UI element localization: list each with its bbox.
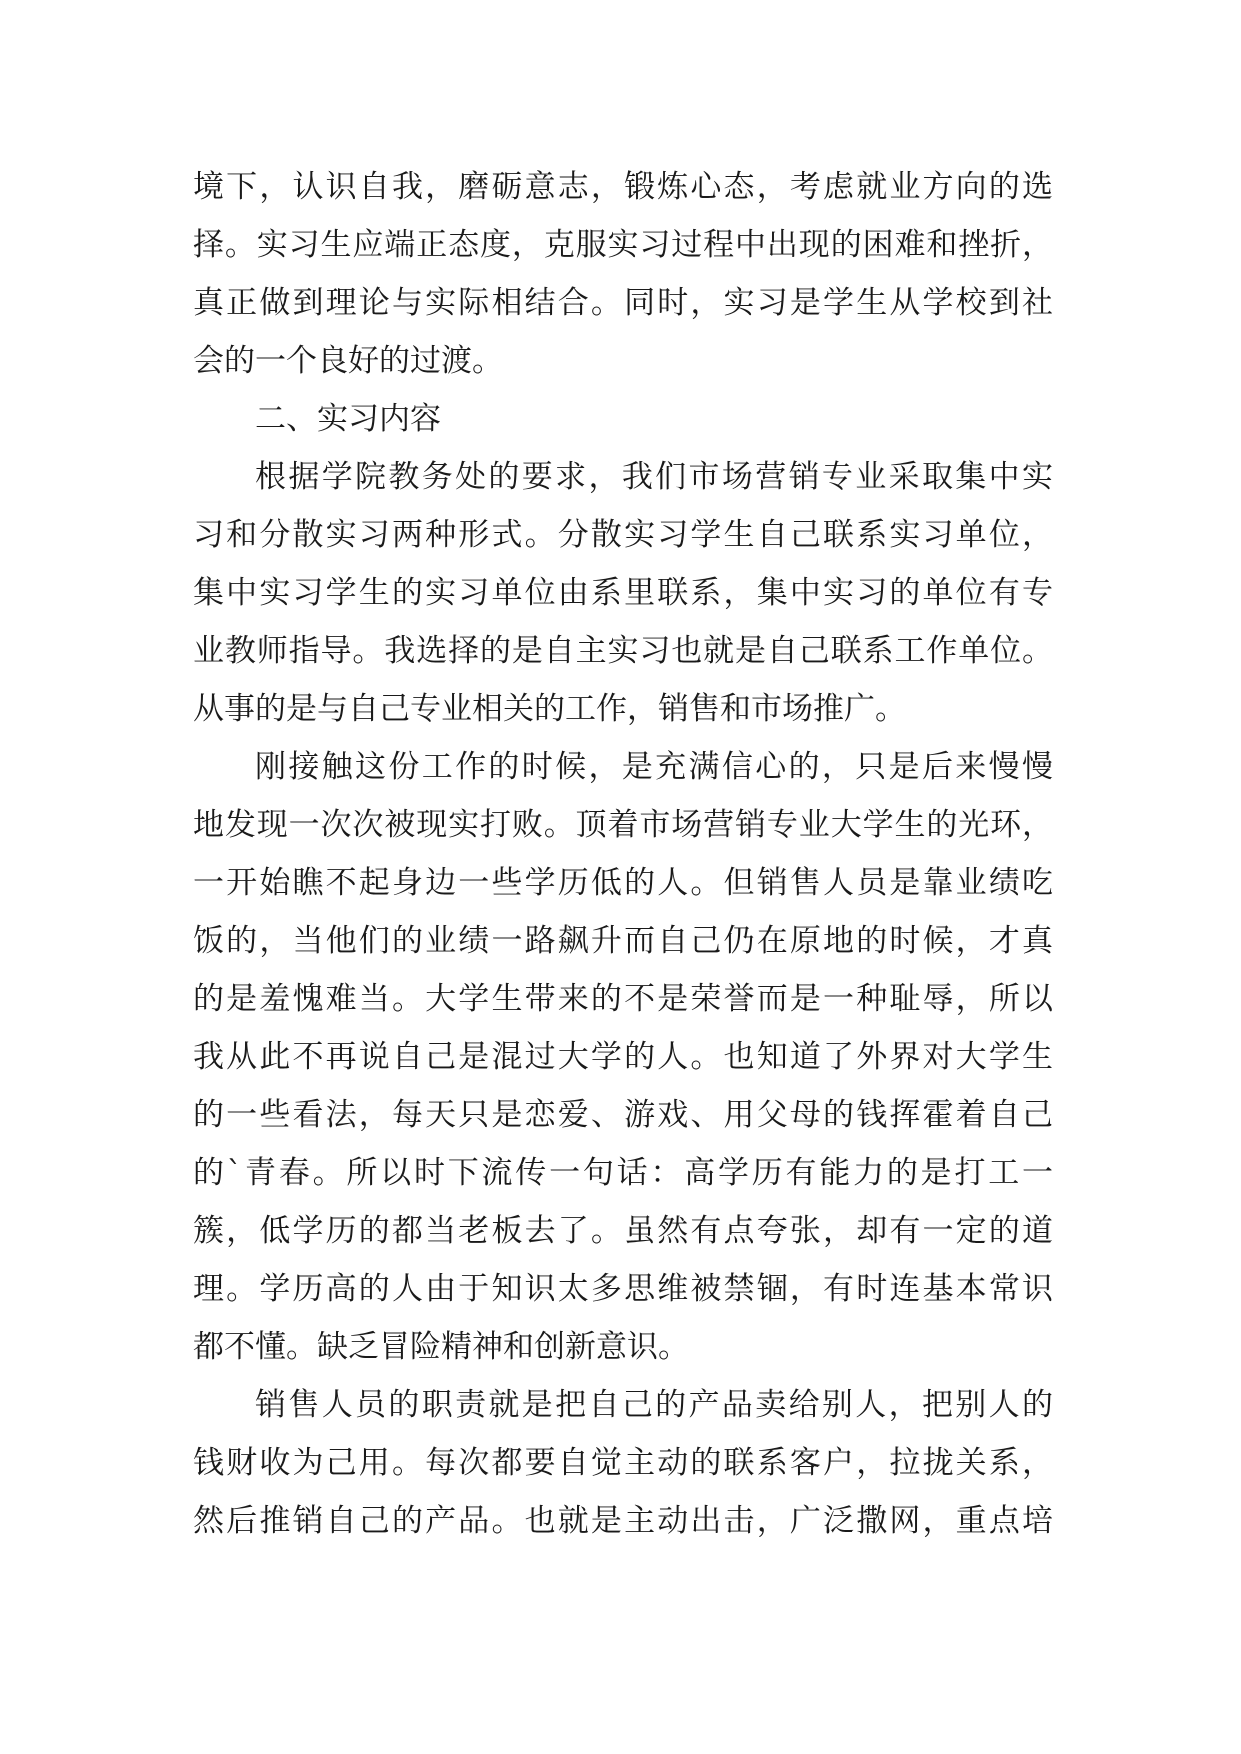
text-line: 的一些看法，每天只是恋爱、游戏、用父母的钱挥霍着自己: [193, 1097, 1053, 1133]
text-line: 一开始瞧不起身边一些学历低的人。但销售人员是靠业绩吃: [193, 865, 1053, 901]
text-line: 刚接触这份工作的时候，是充满信心的，只是后来慢慢: [255, 749, 1053, 785]
text-line: 饭的，当他们的业绩一路飙升而自己仍在原地的时候，才真: [193, 923, 1053, 959]
text-line: 地发现一次次被现实打败。顶着市场营销专业大学生的光环，: [193, 807, 1053, 843]
text-line: 都不懂。缺乏冒险精神和创新意识。: [193, 1329, 689, 1365]
text-line: 习和分散实习两种形式。分散实习学生自己联系实习单位，: [193, 517, 1053, 553]
text-line: 的是羞愧难当。大学生带来的不是荣誉而是一种耻辱，所以: [193, 981, 1053, 1017]
text-line: 从事的是与自己专业相关的工作，销售和市场推广。: [193, 691, 906, 727]
text-line: 然后推销自己的产品。也就是主动出击，广泛撒网，重点培: [193, 1503, 1053, 1539]
text-line: 集中实习学生的实习单位由系里联系，集中实习的单位有专: [193, 575, 1053, 611]
text-line: 业教师指导。我选择的是自主实习也就是自己联系工作单位。: [193, 633, 1053, 669]
text-line: 二、实习内容: [255, 401, 441, 437]
text-line: 择。实习生应端正态度，克服实习过程中出现的困难和挫折，: [193, 227, 1053, 263]
text-line: 的`青春。所以时下流传一句话：高学历有能力的是打工一: [193, 1155, 1053, 1191]
text-line: 真正做到理论与实际相结合。同时，实习是学生从学校到社: [193, 285, 1053, 321]
text-line: 簇，低学历的都当老板去了。虽然有点夸张，却有一定的道: [193, 1213, 1053, 1249]
text-line: 理。学历高的人由于知识太多思维被禁锢，有时连基本常识: [193, 1271, 1053, 1307]
text-line: 我从此不再说自己是混过大学的人。也知道了外界对大学生: [193, 1039, 1053, 1075]
text-line: 销售人员的职责就是把自己的产品卖给别人，把别人的: [255, 1387, 1053, 1423]
body-text: [193, 158, 1053, 1550]
text-line: 会的一个良好的过渡。: [193, 343, 503, 379]
text-line: 境下，认识自我，磨砺意志，锻炼心态，考虑就业方向的选: [193, 169, 1053, 205]
text-line: 钱财收为己用。每次都要自觉主动的联系客户，拉拢关系，: [193, 1445, 1053, 1481]
text-line: 根据学院教务处的要求，我们市场营销专业采取集中实: [255, 459, 1053, 495]
